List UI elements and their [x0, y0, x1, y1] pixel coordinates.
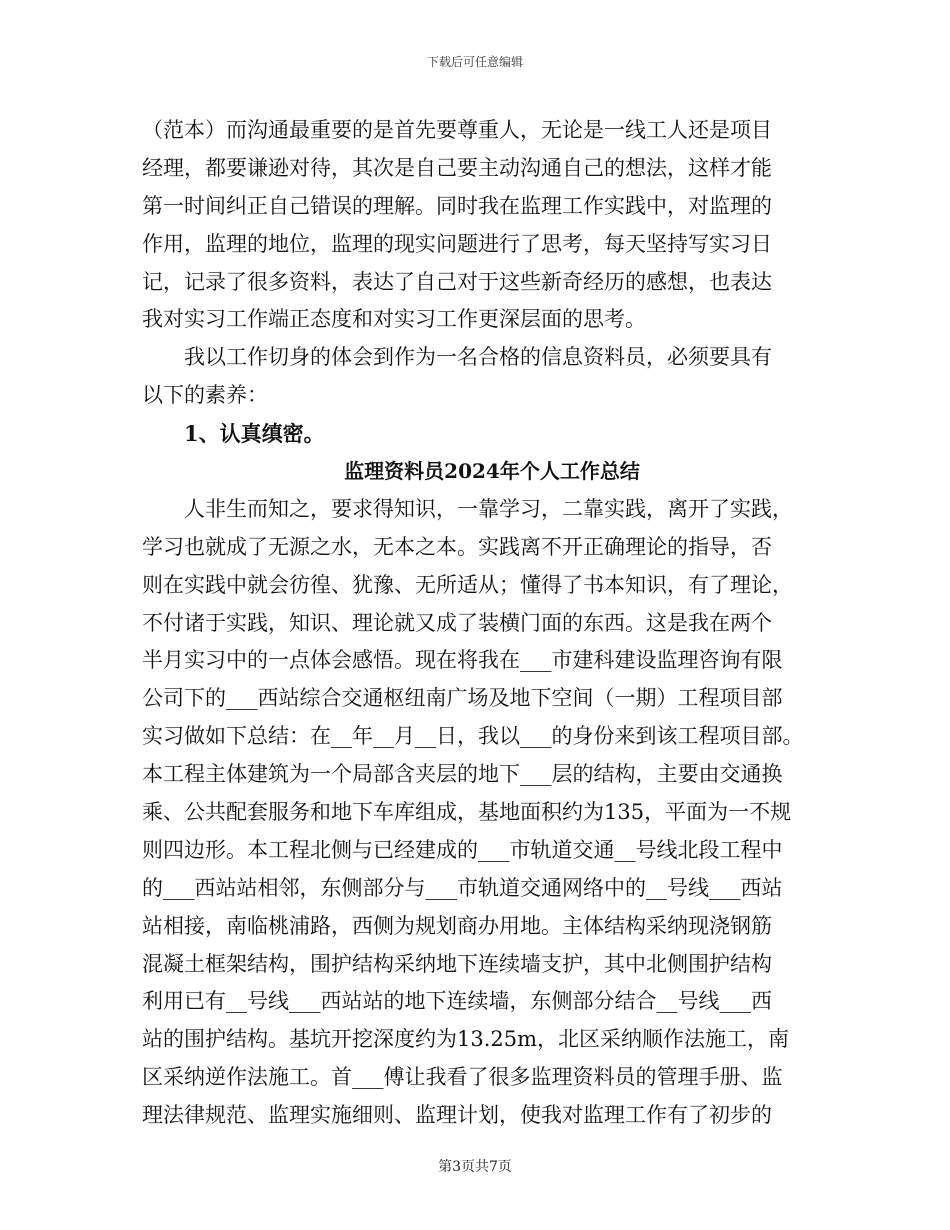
section-title: 监理资料员2024年个人工作总结 [344, 459, 640, 484]
page-footer: 第3页共7页 [438, 1159, 512, 1175]
paragraph-line: 记，记录了很多资料，表达了自己对于这些新奇经历的感想，也表达 [142, 269, 772, 294]
paragraph-line: 人非生而知之，要求得知识，一靠学习，二靠实践，离开了实践， [184, 496, 793, 521]
paragraph-line: 乘、公共配套服务和地下车库组成，基地面积约为135，平面为一不规 [142, 800, 792, 825]
paragraph-line: 混凝土框架结构，围护结构采纳地下连续墙支护，其中北侧围护结构 [142, 951, 772, 976]
paragraph-line: 我以工作切身的体会到作为一名合格的信息资料员，必须要具有 [184, 345, 772, 370]
paragraph-line: 公司下的___西站综合交通枢纽南广场及地下空间（一期）工程项目部 [142, 686, 783, 711]
paragraph-line: （范本）而沟通最重要的是首先要尊重人，无论是一线工人还是项目 [142, 118, 772, 142]
paragraph-line: 理法律规范、监理实施细则、监理计划，使我对监理工作有了初步的 [142, 1103, 772, 1128]
paragraph-line: 不付诸于实践，知识、理论就又成了装横门面的东西。这是我在两个 [142, 610, 772, 635]
paragraph-line: 学习也就成了无源之水，无本之本。实践离不开正确理论的指导，否 [142, 534, 772, 559]
paragraph-line: 我对实习工作端正态度和对实习工作更深层面的思考。 [142, 307, 646, 332]
paragraph-line: 区采纳逆作法施工。首___傅让我看了很多监理资料员的管理手册、监 [142, 1065, 783, 1090]
paragraph-line: 则四边形。本工程北侧与已经建成的___市轨道交通__号线北段工程中 [142, 837, 783, 862]
page-header: 下载后可任意编辑 [426, 55, 523, 69]
paragraph-line: 第一时间纠正自己错误的理解。同时我在监理工作实践中，对监理的 [142, 193, 772, 218]
paragraph-line: 站相接，南临桃浦路，西侧为规划商办用地。主体结构采纳现浇钢筋 [142, 913, 772, 938]
paragraph-line: 利用已有__号线___西站站的地下连续墙，东侧部分结合__号线___西 [142, 989, 772, 1014]
paragraph-line: 则在实践中就会彷徨、犹豫、无所适从；懂得了书本知识，有了理论， [142, 572, 793, 597]
paragraph-line: 的___西站站相邻，东侧部分与___市轨道交通网络中的__号线___西站 [142, 875, 783, 900]
paragraph-line: 作用，监理的地位，监理的现实问题进行了思考，每天坚持写实习日 [142, 231, 772, 256]
paragraph-line: 实习做如下总结：在__年__月__日，我以___的身份来到该工程项目部。 [142, 724, 804, 749]
paragraph-line: 本工程主体建筑为一个局部含夹层的地下___层的结构，主要由交通换 [142, 762, 783, 787]
document-body [142, 112, 802, 1135]
paragraph-line: 站的围护结构。基坑开挖深度约为13.25m，北区采纳顺作法施工，南 [142, 1027, 790, 1052]
point-heading: 1、认真缜密。 [184, 421, 325, 447]
paragraph-line: 经理，都要谦逊对待，其次是自己要主动沟通自己的想法，这样才能 [142, 155, 772, 180]
paragraph-line: 以下的素养： [142, 383, 268, 408]
paragraph-line: 半月实习中的一点体会感悟。现在将我在___市建科建设监理咨询有限 [142, 648, 783, 673]
